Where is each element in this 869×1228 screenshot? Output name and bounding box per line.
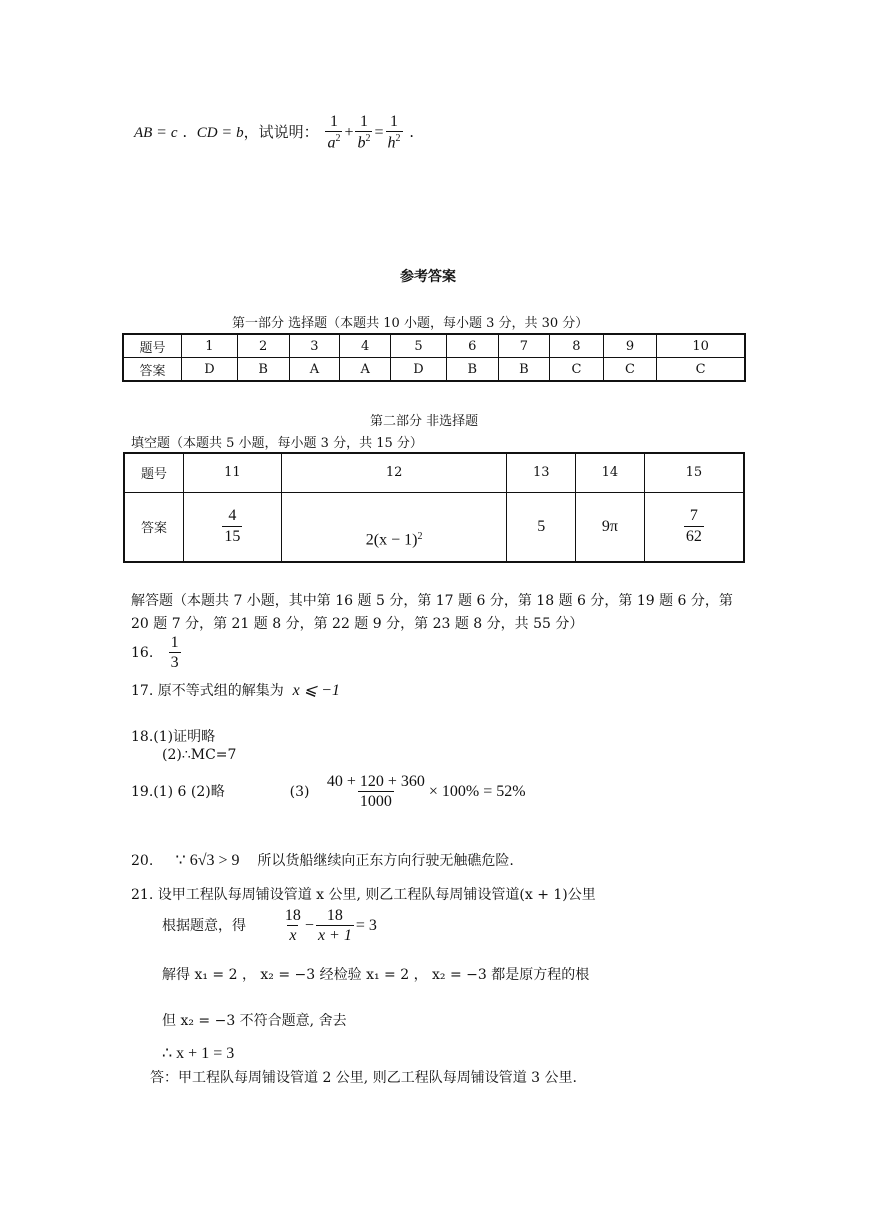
table-cell: 2 — [237, 334, 289, 358]
q21-line1: 21. 设甲工程队每周铺设管道 x 公里, 则乙工程队每周铺设管道(x + 1)公里 — [131, 887, 596, 903]
q21-line2: 根据题意，得 $\frac{18}{x}$ − $\frac{18}{x + 1}$ = 3 — [162, 906, 377, 945]
table-row — [123, 358, 745, 382]
q20: 20. ∵ 6√3 > 9 所以货船继续向正东方向行驶无触礁危险. — [131, 852, 514, 869]
q21-answer: 答：甲工程队每周铺设管道 2 公里, 则乙工程队每周铺设管道 3 公里. — [150, 1070, 577, 1086]
answer-13: 5 — [507, 492, 576, 562]
table-cell: 11 — [184, 453, 282, 492]
fill-blank-heading: 填空题（本题共 5 小题，每小题 3 分，共 15 分） — [131, 436, 423, 451]
table-cell: D — [391, 358, 447, 382]
fraction: $\frac{1}{a^2}$ — [327, 112, 341, 152]
table-row — [124, 492, 744, 562]
cd-label: CD — [196, 125, 218, 141]
q18-part1: 18.(1)证明略 — [131, 729, 216, 745]
q18-part2: (2)∴MC=7 — [162, 747, 237, 763]
table-cell: B — [237, 358, 289, 382]
fill-answer-table — [123, 452, 745, 563]
table-cell: C — [657, 358, 745, 382]
q21-line5: ∴ x + 1 = 3 — [162, 1045, 235, 1062]
table-cell: 10 — [657, 334, 745, 358]
table-cell: 7 — [498, 334, 550, 358]
table-cell: C — [550, 358, 604, 382]
top-statement: AB = c . CD = b，试说明： $\frac{1}{a^2}$ + $\frac{1}{b^2}$ = $\frac{1}{h^2}$ . — [134, 112, 415, 152]
table-cell: 13 — [507, 453, 576, 492]
answer-12: $2(x - 1)^2$ — [281, 492, 507, 562]
row-label: 答案 — [124, 492, 184, 562]
table-cell: 15 — [644, 453, 744, 492]
table-cell: 8 — [550, 334, 604, 358]
table-row — [123, 334, 745, 358]
part1-heading: 第一部分 选择题（本题共 10 小题，每小题 3 分，共 30 分） — [232, 316, 589, 331]
table-cell: 12 — [281, 453, 507, 492]
fraction: $\frac{1}{b^2}$ — [357, 112, 371, 152]
answer-14: 9π — [576, 492, 645, 562]
q17: 17. 原不等式组的解集为 x ⩽ −1 — [131, 682, 340, 699]
table-cell: 1 — [182, 334, 238, 358]
table-cell: 4 — [340, 334, 391, 358]
table-cell: 5 — [391, 334, 447, 358]
table-cell: B — [446, 358, 498, 382]
answer-11: $\frac{4}{15}$ — [184, 492, 282, 562]
table-row — [124, 453, 744, 492]
solve-heading-line1: 解答题（本题共 7 小题，其中第 16 题 5 分，第 17 题 6 分，第 18 题 6 分，第 19 题 6 分，第 — [131, 593, 733, 609]
table-cell: 3 — [289, 334, 340, 358]
table-cell: A — [340, 358, 391, 382]
table-cell: B — [498, 358, 550, 382]
q19: 19.(1) 6 (2)略 (3) $\frac{40 + 120 + 360}{1000}$ × 100% = 52% — [131, 772, 526, 811]
table-cell: 9 — [603, 334, 657, 358]
solve-heading-line2: 20 题 7 分，第 21 题 8 分，第 22 题 9 分，第 23 题 8 分，共 55 分） — [131, 616, 584, 632]
row-label: 题号 — [124, 453, 184, 492]
table-cell: 14 — [576, 453, 645, 492]
q21-line4: 但 x₂ = −3 不符合题意, 舍去 — [162, 1013, 347, 1029]
table-cell: C — [603, 358, 657, 382]
choice-answer-table — [122, 333, 746, 382]
q16: 16. $\frac{1}{3}$ — [131, 633, 179, 672]
row-label: 答案 — [123, 358, 182, 382]
page-title: 参考答案 — [400, 269, 456, 285]
table-cell: D — [182, 358, 238, 382]
table-cell: A — [289, 358, 340, 382]
row-label: 题号 — [123, 334, 182, 358]
table-cell: 6 — [446, 334, 498, 358]
part2-heading: 第二部分 非选择题 — [370, 414, 479, 429]
answer-15: $\frac{7}{62}$ — [644, 492, 744, 562]
q21-line3: 解得 x₁ = 2 ， x₂ = −3 经检验 x₁ = 2 ， x₂ = −3 都是原方程的根 — [162, 967, 590, 983]
ab-label: AB — [134, 125, 153, 141]
fraction: $\frac{1}{h^2}$ — [387, 112, 401, 152]
